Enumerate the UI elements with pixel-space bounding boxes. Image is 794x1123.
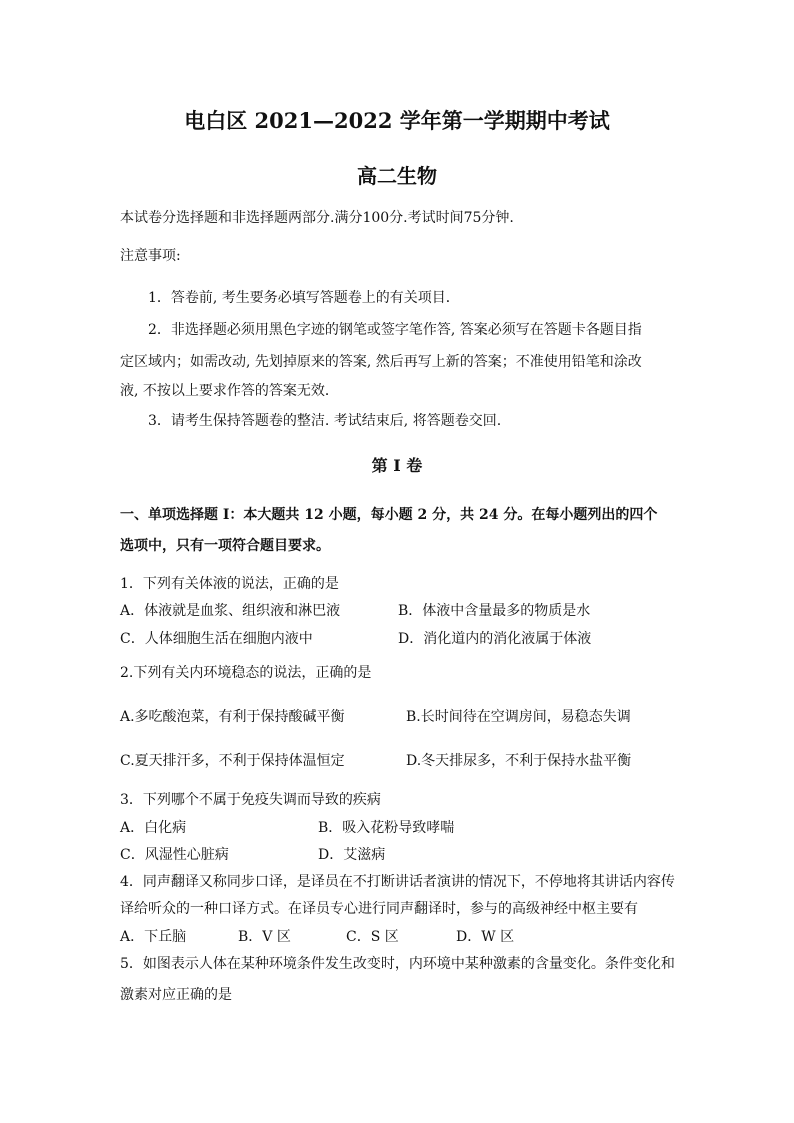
option-d: D．消化道内的消化液属于体液 xyxy=(398,631,592,647)
option-d: D.冬天排尿多，不利于保持水盐平衡 xyxy=(406,753,632,769)
option-a: A．体液就是血浆、组织液和淋巴液 xyxy=(120,603,341,619)
question-stem: 译给听众的一种口译方式。在译员专心进行同声翻译时，参与的高级神经中枢主要有 xyxy=(120,901,638,917)
section-title: 第 I 卷 xyxy=(371,456,423,475)
notice-item: 2．非选择题必须用黑色字迹的钢笔或签字笔作答, 答案必须写在答题卡各题目指 xyxy=(148,322,642,338)
option-c: C．人体细胞生活在细胞内液中 xyxy=(120,631,313,647)
notice-title: 注意事项: xyxy=(120,248,181,264)
question-stem: 激素对应正确的是 xyxy=(120,987,232,1003)
option-d: D．W 区 xyxy=(456,929,515,945)
option-b: B.长时间待在空调房间，易稳态失调 xyxy=(406,709,631,725)
option-d: D．艾滋病 xyxy=(318,847,386,863)
option-b: B．吸入花粉导致哮喘 xyxy=(318,820,455,836)
exam-title: 电白区 2021—2022 学年第一学期期中考试 xyxy=(184,108,610,133)
option-a: A．下丘脑 xyxy=(120,929,187,945)
notice-item: 1．答卷前, 考生要务必填写答题卷上的有关项目． xyxy=(148,290,460,306)
notice-item: 定区域内；如需改动, 先划掉原来的答案, 然后再写上新的答案；不准使用铅笔和涂改 xyxy=(120,354,642,370)
notice-item: 液, 不按以上要求作答的答案无效． xyxy=(120,383,339,399)
option-a: A.多吃酸泡菜，有利于保持酸碱平衡 xyxy=(120,709,345,725)
option-c: C．风湿性心脏病 xyxy=(120,847,229,863)
subject-title: 高二生物 xyxy=(357,164,437,188)
notice-item: 3．请考生保持答题卷的整洁. 考试结束后, 将答题卷交回. xyxy=(148,413,502,429)
section-instruction: 选项中，只有一项符合题目要求。 xyxy=(120,538,330,554)
section-instruction: 一、单项选择题 I：本大题共 12 小题，每小题 2 分，共 24 分。在每小题列出的四个 xyxy=(120,507,658,523)
question-stem: 2.下列有关内环境稳态的说法，正确的是 xyxy=(120,665,372,681)
question-stem: 4．同声翻译又称同步口译，是译员在不打断讲话者演讲的情况下，不停地将其讲话内容传 xyxy=(120,874,675,890)
option-c: C．S 区 xyxy=(346,929,399,945)
exam-intro: 本试卷分选择题和非选择题两部分.满分100分.考试时间75分钟. xyxy=(120,210,514,226)
option-b: B．体液中含量最多的物质是水 xyxy=(398,603,591,619)
option-b: B．V 区 xyxy=(238,929,291,945)
question-stem: 5．如图表示人体在某种环境条件发生改变时，内环境中某种激素的含量变化。条件变化和 xyxy=(120,956,675,972)
option-a: A．白化病 xyxy=(120,820,187,836)
option-c: C.夏天排汗多，不利于保持体温恒定 xyxy=(120,753,345,769)
question-stem: 1．下列有关体液的说法，正确的是 xyxy=(120,576,339,592)
question-stem: 3．下列哪个不属于免疫失调而导致的疾病 xyxy=(120,792,381,808)
